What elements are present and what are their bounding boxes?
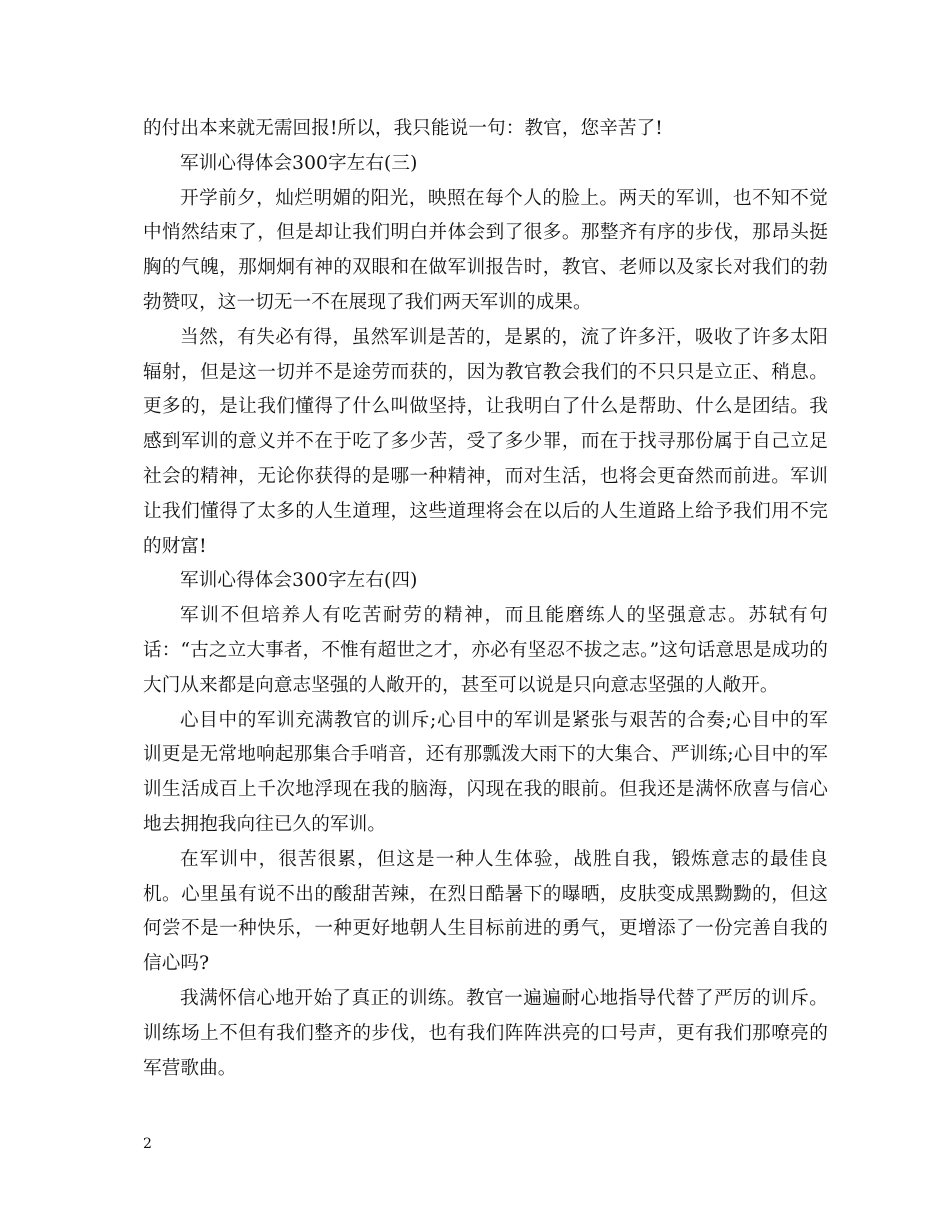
paragraph: 在军训中，很苦很累，但这是一种人生体验，战胜自我，锻炼意志的最佳良机。心里虽有说不出的酸甜苦辣，在烈日酷暑下的曝晒，皮肤变成黑黝黝的，但这何尝不是一种快乐，一种更好地朝人生目标前进的勇气，更增添了一份完善自我的信心吗? — [143, 848, 828, 975]
paragraph: 军训不但培养人有吃苦耐劳的精神，而且能磨练人的坚强意志。苏轼有句话：“古之立大事者，不惟有超世之才，亦必有坚忍不拔之志。”这句话意思是成功的大门从来都是向意志坚强的人敞开的，甚至可以说是只向意志坚强的人敞开。 — [143, 605, 828, 696]
paragraph: 当然，有失必有得，虽然军训是苦的，是累的，流了许多汗，吸收了许多太阳辐射，但是这一切并不是途劳而获的，因为教官教会我们的不只只是立正、稍息。更多的，是让我们懂得了什么叫做坚持，让我明白了什么是帮助、什么是团结。我感到军训的意义并不在于吃了多少苦，受了多少罪，而在于找寻那份属于自己立足社会的精神，无论你获得的是哪一种精神，而对生活，也将会更奋然而前进。军训让我们懂得了太多的人生道理，这些道理将会在以后的人生道路上给予我们用不完的财富! — [143, 326, 828, 557]
section-heading-three: 军训心得体会300字左右(三) — [180, 152, 418, 174]
paragraph-continuation: 的付出本来就无需回报!所以，我只能说一句：教官，您辛苦了! — [143, 118, 663, 139]
document-body — [143, 112, 828, 1086]
paragraph: 开学前夕，灿烂明媚的阳光，映照在每个人的脸上。两天的军训，也不知不觉中悄然结束了，但是却让我们明白并体会到了很多。那整齐有序的步伐，那昂头挺胸的气魄，那炯炯有神的双眼和在做军训报告时，教官、老师以及家长对我们的勃勃赞叹，这一切无一不在展现了我们两天军训的成果。 — [143, 187, 828, 313]
paragraph: 我满怀信心地开始了真正的训练。教官一遍遍耐心地指导代替了严厉的训斥。训练场上不但有我们整齐的步伐，也有我们阵阵洪亮的口号声，更有我们那嘹亮的军营歌曲。 — [143, 987, 828, 1079]
page-number: 2 — [143, 1136, 152, 1152]
paragraph: 心目中的军训充满教官的训斥;心目中的军训是紧张与艰苦的合奏;心目中的军训更是无常地响起那集合手哨音，还有那瓢泼大雨下的大集合、严训练;心目中的军训生活成百上千次地浮现在我的脑海，闪现在我的眼前。但我还是满怀欣喜与信心地去拥抱我向往已久的军训。 — [143, 709, 828, 835]
section-heading-four: 军训心得体会300字左右(四) — [180, 570, 418, 592]
